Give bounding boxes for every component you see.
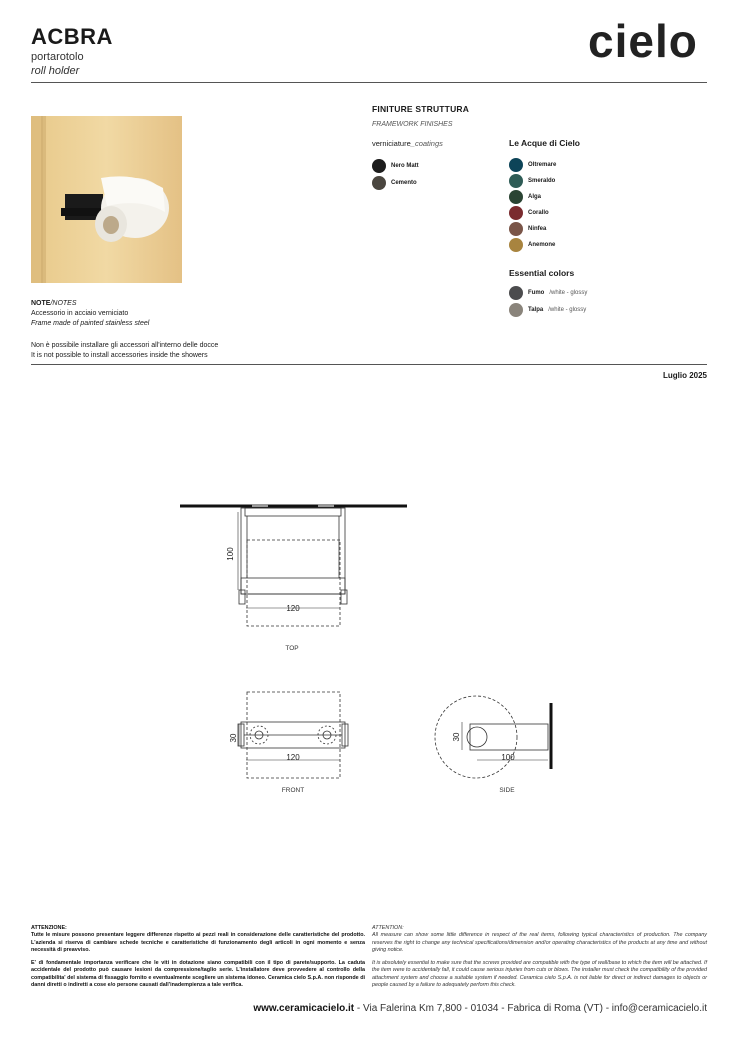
install-warning: Non è possibile installare gli accessori all'interno delle docce It is not possible to install accessories inside the showers <box>31 342 219 359</box>
notes-block: NOTE/NOTES Accessorio in acciaio verniciato Frame made of painted stainless steel <box>31 300 150 327</box>
finishes-title: FINITURE STRUTTURA <box>372 104 470 114</box>
product-subtitle-it: portarotolo <box>31 51 84 63</box>
website-link[interactable]: www.ceramicacielo.it <box>253 1003 355 1014</box>
dim-front-width: 120 <box>286 753 300 762</box>
swatch-cemento: Cemento <box>372 176 417 190</box>
dim-top-depth: 100 <box>226 547 235 561</box>
dim-top-width: 120 <box>286 604 300 613</box>
swatch-anemone: Anemone <box>509 238 555 252</box>
dim-front-height: 30 <box>229 733 238 743</box>
essential-title: Essential colors <box>509 268 575 278</box>
label-side: SIDE <box>499 787 515 794</box>
swatch-ninfea: Ninfea <box>509 222 546 236</box>
swatch-fumo: Fumo /white - glossy <box>509 286 587 300</box>
disclaimer-it: ATTENZIONE: Tutte le misure possono presentare leggere differenze rispetto ai pezzi reali in considerazione delle caratteristiche del prodotto. L'azienda si riserva di cambiare schede tecniche e caratteristiche di funzionamento degli articoli in ogni momento e senza necessità di preavviso. E' di fondamentale importanza verificare che le viti in dotazione siano compatibili con il tipo di parete/supporto. La caduta accidentale del prodotto può causare lesioni da compressione/taglio serie. L'installatore deve provvedere al controllo della compatibilita' del sistema di fissaggio fornito e eventualmente scegliere un sistema idoneo. Ceramica cielo S.p.A. non risponde di danni diretti o indiretti a cose e/o persone causati dall'inadempienza a tale verifica. <box>31 925 365 989</box>
dim-side-height: 30 <box>452 732 461 742</box>
label-top: TOP <box>285 645 299 652</box>
swatch-corallo: Corallo <box>509 206 549 220</box>
swatch-nero-matt: Nero Matt <box>372 159 419 173</box>
coatings-label: verniciature_coatings <box>372 139 443 148</box>
product-subtitle-en: roll holder <box>31 65 80 77</box>
disclaimer-en: ATTENTION: All measure can show some little difference in respect of the real items, following typical characteristics of production. The company reserves the right to change any technical specifications/dimension and/or operating characteristics of the products at any time and without giving notice. It is absolutely essential to make sure that the screws provided are compatible with the type of wall/base to which the item will be attached. If the item were to accidentally fall, it could cause serious injuries from cuts or blows. The installer must check the compatibility of the provided attachment system and choose a suitable system if needed. Ceramica cielo S.p.A. is not liable for direct or indirect damages to objects or people caused by a failure to adequately perform this check. <box>372 925 707 989</box>
label-front: FRONT <box>281 787 305 794</box>
swatch-smeraldo: Smeraldo <box>509 174 555 188</box>
product-title: ACBRA <box>31 24 113 49</box>
swatch-talpa: Talpa /white - glossy <box>509 303 586 317</box>
swatch-oltremare: Oltremare <box>509 158 556 172</box>
swatch-alga: Alga <box>509 190 541 204</box>
brand-logo: cielo <box>588 15 698 67</box>
dim-side-depth: 100 <box>501 753 515 762</box>
footer-contact: www.ceramicacielo.it - Via Falerina Km 7,800 - 01034 - Fabrica di Roma (VT) - info@ceramicacielo.it <box>253 1003 707 1014</box>
acque-title: Le Acque di Cielo <box>509 138 581 148</box>
date-label: Luglio 2025 <box>662 371 707 380</box>
finishes-subtitle: FRAMEWORK FINISHES <box>372 121 453 128</box>
